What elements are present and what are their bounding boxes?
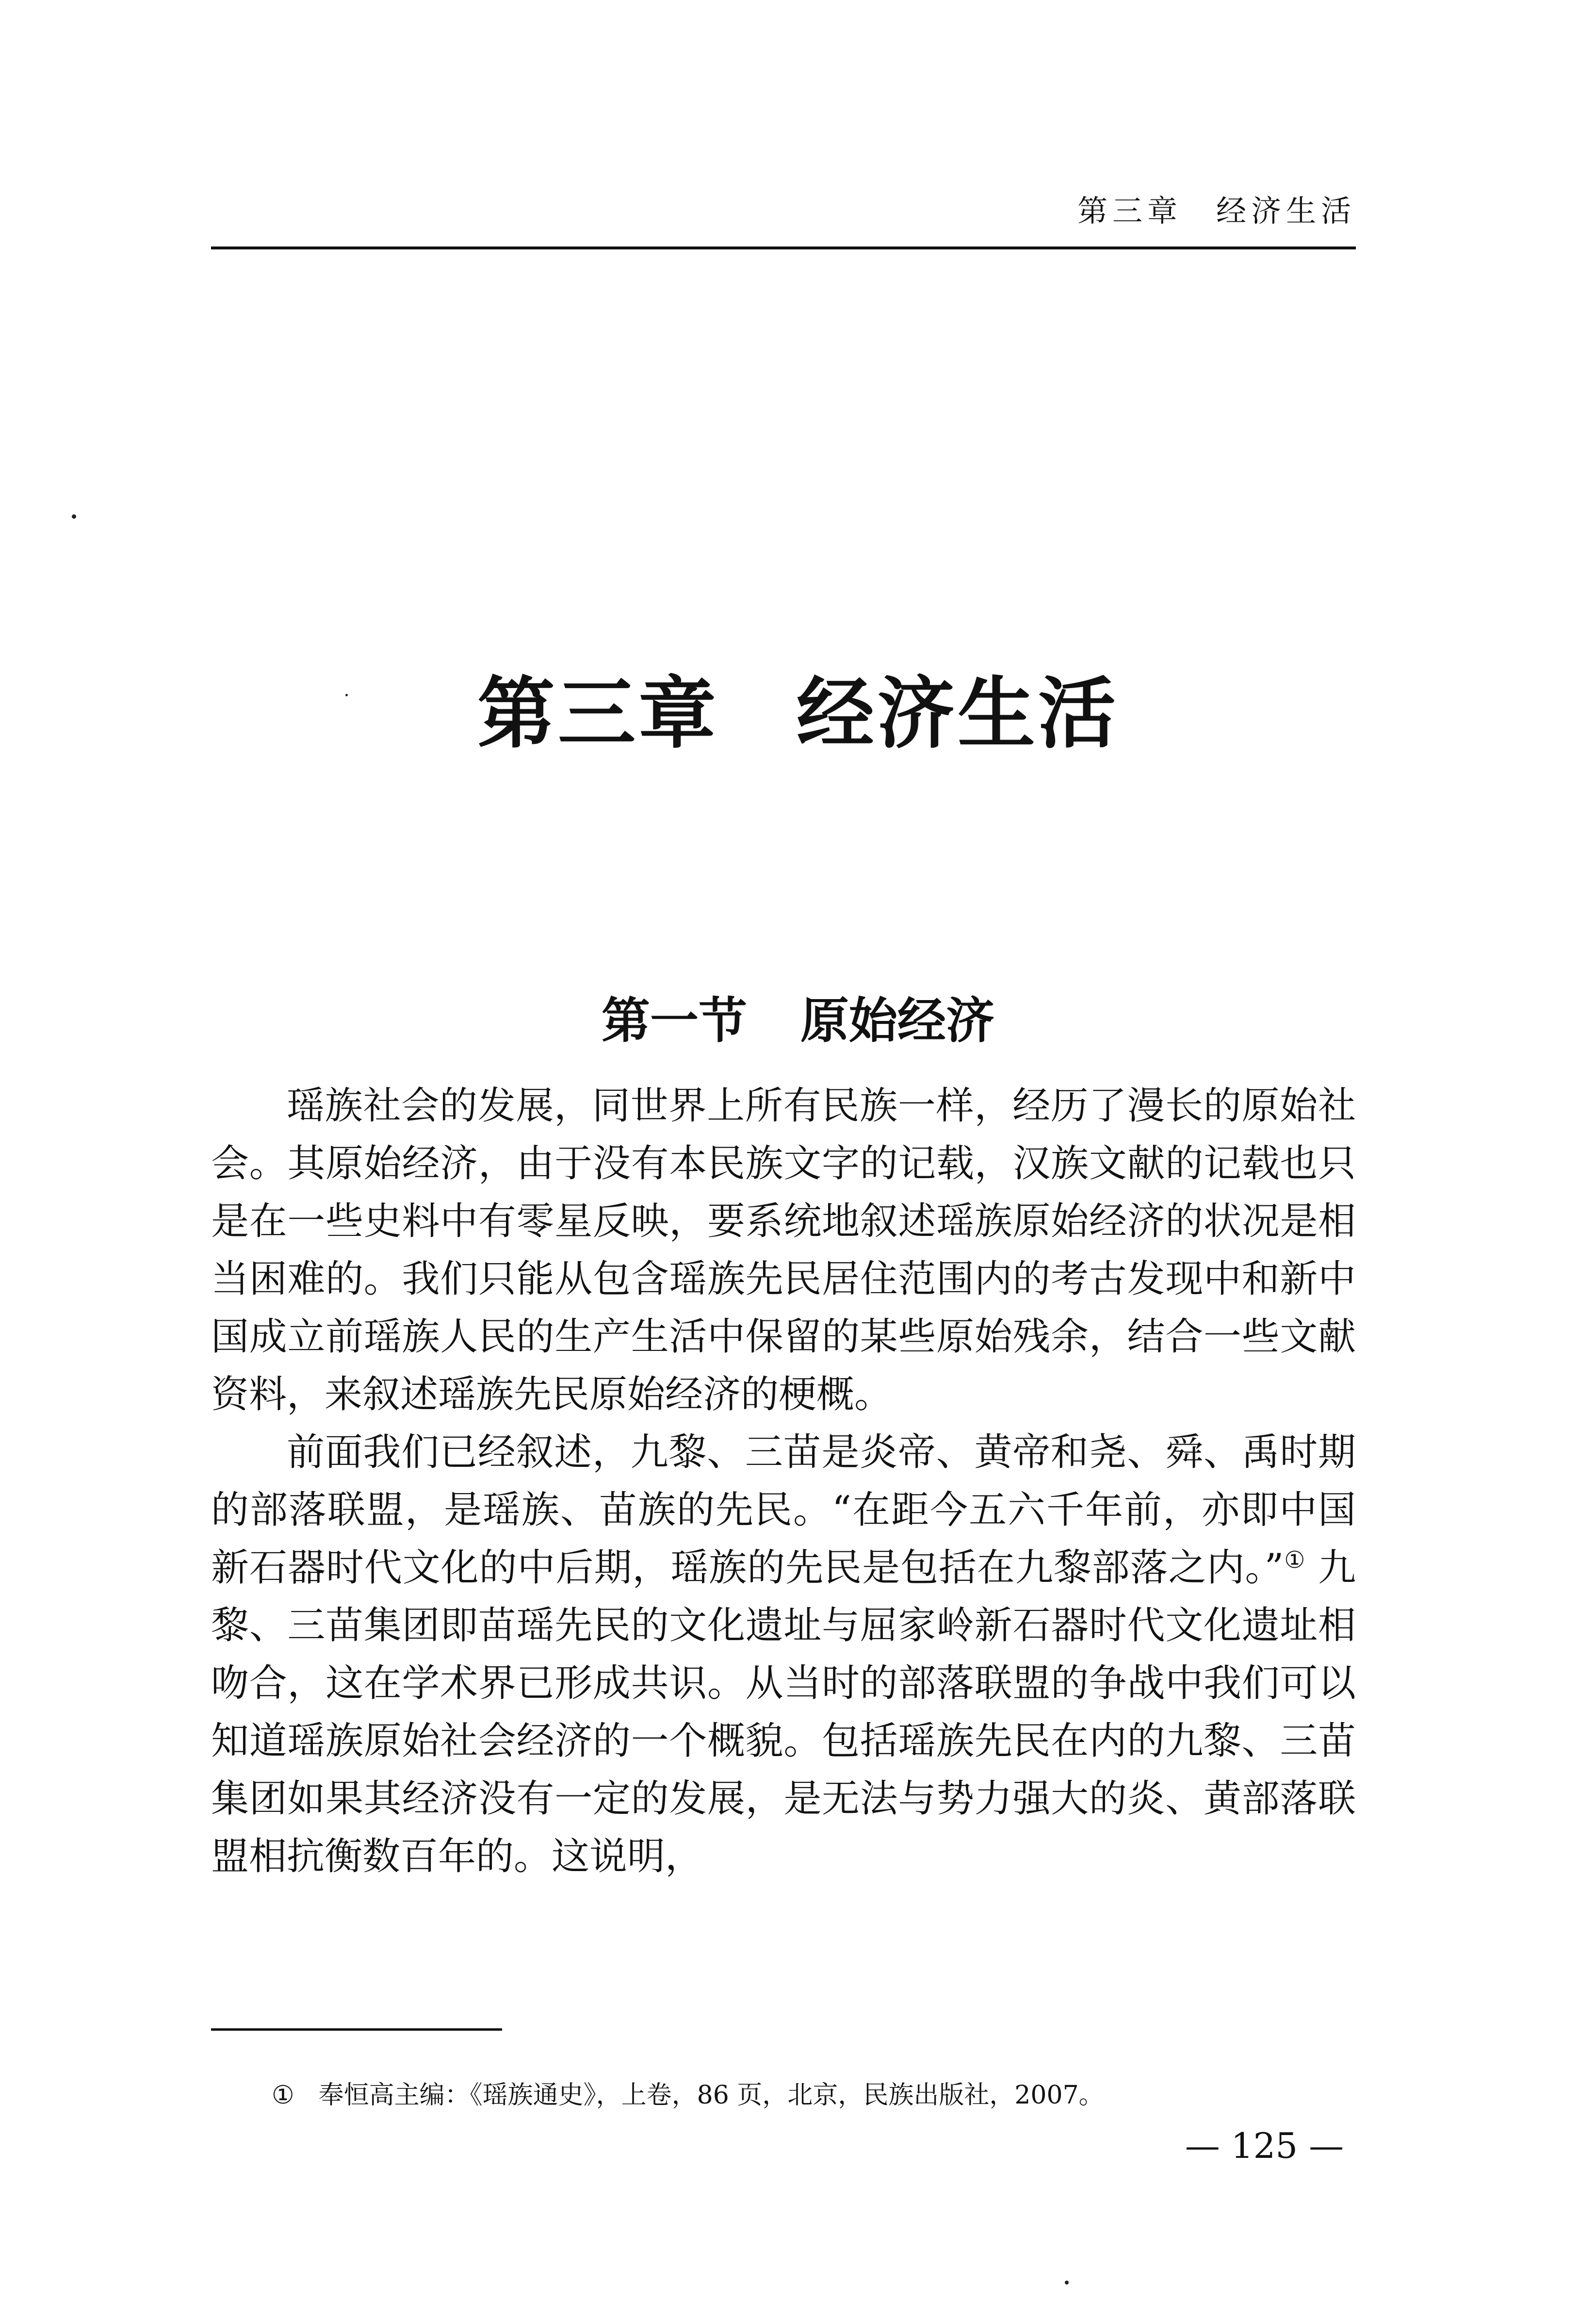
footnote-rule: [211, 2028, 502, 2031]
page-number: — 125 —: [1185, 2125, 1344, 2166]
footnote: [272, 2074, 1104, 2111]
paragraph-2-after: 九黎、三苗集团即苗瑶先民的文化遗址与屈家岭新石器时代文化遗址相吻合，这在学术界已形成共识。从当时的部落联盟的争战中我们可以知道瑶族原始社会经济的一个概貌。包括瑶族先民在内的九黎、三苗集团如果其经济没有一定的发展，是无法与势力强大的炎、黄部落联盟相抗衡数百年的。这说明，: [211, 1546, 1356, 1878]
footnote-reference[interactable]: ①: [1284, 1546, 1306, 1574]
chapter-number: 第三章: [477, 668, 719, 759]
section-name: 原始经济: [800, 992, 994, 1049]
header-rule: [211, 247, 1356, 249]
chapter-name: 经济生活: [797, 668, 1119, 759]
scan-speck: [72, 514, 76, 519]
footnote-text: 奉恒高主编：《瑶族通史》，上卷，86 页，北京，民族出版社，2007。: [318, 2081, 1104, 2110]
paragraph-2: [211, 1424, 1356, 1886]
footnote-marker: ①: [272, 2081, 294, 2110]
running-head: [1077, 187, 1356, 230]
running-head-chapter: 第三章: [1077, 193, 1182, 229]
body-text: [211, 1077, 1356, 1886]
chapter-title: [0, 651, 1596, 763]
running-head-title: 经济生活: [1216, 193, 1356, 229]
paragraph-2-before: 前面我们已经叙述，九黎、三苗是炎帝、黄帝和尧、舜、禹时期的部落联盟，是瑶族、苗族的先民。“在距今五六千年前，亦即中国新石器时代文化的中后期，瑶族的先民是包括在九黎部落之内。”: [211, 1430, 1356, 1590]
scan-speck: [1065, 2281, 1069, 2285]
paragraph-1: 瑶族社会的发展，同世界上所有民族一样，经历了漫长的原始社会。其原始经济，由于没有本民族文字的记载，汉族文献的记载也只是在一些史料中有零星反映，要系统地叙述瑶族原始经济的状况是相当困难的。我们只能从包含瑶族先民居住范围内的考古发现中和新中国成立前瑶族人民的生产生活中保留的某些原始残余，结合一些文献资料，来叙述瑶族先民原始经济的梗概。: [211, 1084, 1356, 1416]
section-number: 第一节: [602, 992, 747, 1049]
section-title: [0, 982, 1596, 1052]
